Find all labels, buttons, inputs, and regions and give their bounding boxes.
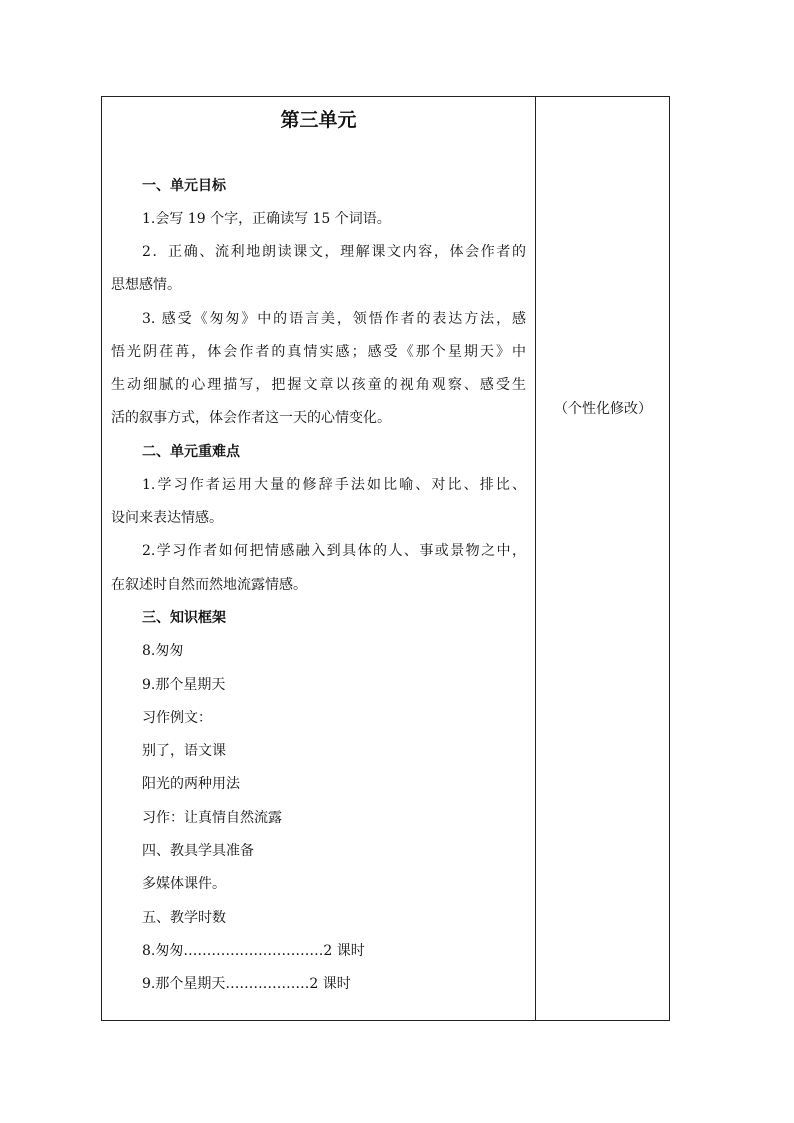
personalized-edit-cell <box>536 97 670 1020</box>
goal-item-3-line-3: 生动细腻的心理描写，把握文章以孩童的视角观察、感受生 <box>111 377 526 393</box>
framework-item: 别了，语文课 <box>142 743 226 759</box>
key-point-1-line-2: 设问来表达情感。 <box>111 510 223 526</box>
key-point-2-line-2: 在叙述时自然而然地流露情感。 <box>111 577 307 593</box>
goal-item-1: 1.会写 19 个字，正确读写 15 个词语。 <box>142 211 391 227</box>
framework-item: 习作：让真情自然流露 <box>142 810 282 826</box>
class-hours-item: 8.匆匆…………………………2 课时 <box>142 943 365 959</box>
teaching-aids-text: 多媒体课件。 <box>142 876 226 892</box>
class-hours-item: 9.那个星期天………………2 课时 <box>142 976 351 992</box>
goal-item-2-line-1: 2．正确、流利地朗读课文，理解课文内容，体会作者的 <box>142 244 526 260</box>
personalized-edit-note: （个性化修改） <box>554 401 652 417</box>
key-point-2-line-1: 2.学习作者如何把情感融入到具体的人、事或景物之中， <box>142 543 526 559</box>
framework-item: 阳光的两种用法 <box>142 776 240 792</box>
section-heading-unit-goals: 一、单元目标 <box>142 178 226 194</box>
goal-item-3-line-4: 活的叙事方式，体会作者这一天的心情变化。 <box>111 410 391 426</box>
framework-item: 8.匆匆 <box>142 643 184 659</box>
main-content-cell <box>102 97 535 1020</box>
section-heading-knowledge-framework: 三、知识框架 <box>142 610 226 626</box>
framework-item: 9.那个星期天 <box>142 677 226 693</box>
section-heading-key-points: 二、单元重难点 <box>142 444 240 460</box>
unit-title: 第三单元 <box>280 109 357 131</box>
lesson-plan-table <box>101 96 670 1021</box>
key-point-1-line-1: 1.学习作者运用大量的修辞手法如比喻、对比、排比、 <box>142 477 526 493</box>
goal-item-2-line-2: 思想感情。 <box>111 277 181 293</box>
goal-item-3-line-2: 悟光阴荏苒，体会作者的真情实感；感受《那个星期天》中 <box>111 344 526 360</box>
section-heading-class-hours: 五、教学时数 <box>142 910 226 926</box>
framework-item: 习作例文： <box>142 710 212 726</box>
goal-item-3-line-1: 3. 感受《匆匆》中的语言美，领悟作者的表达方法，感 <box>142 311 526 327</box>
section-heading-teaching-aids: 四、教具学具准备 <box>142 843 254 859</box>
